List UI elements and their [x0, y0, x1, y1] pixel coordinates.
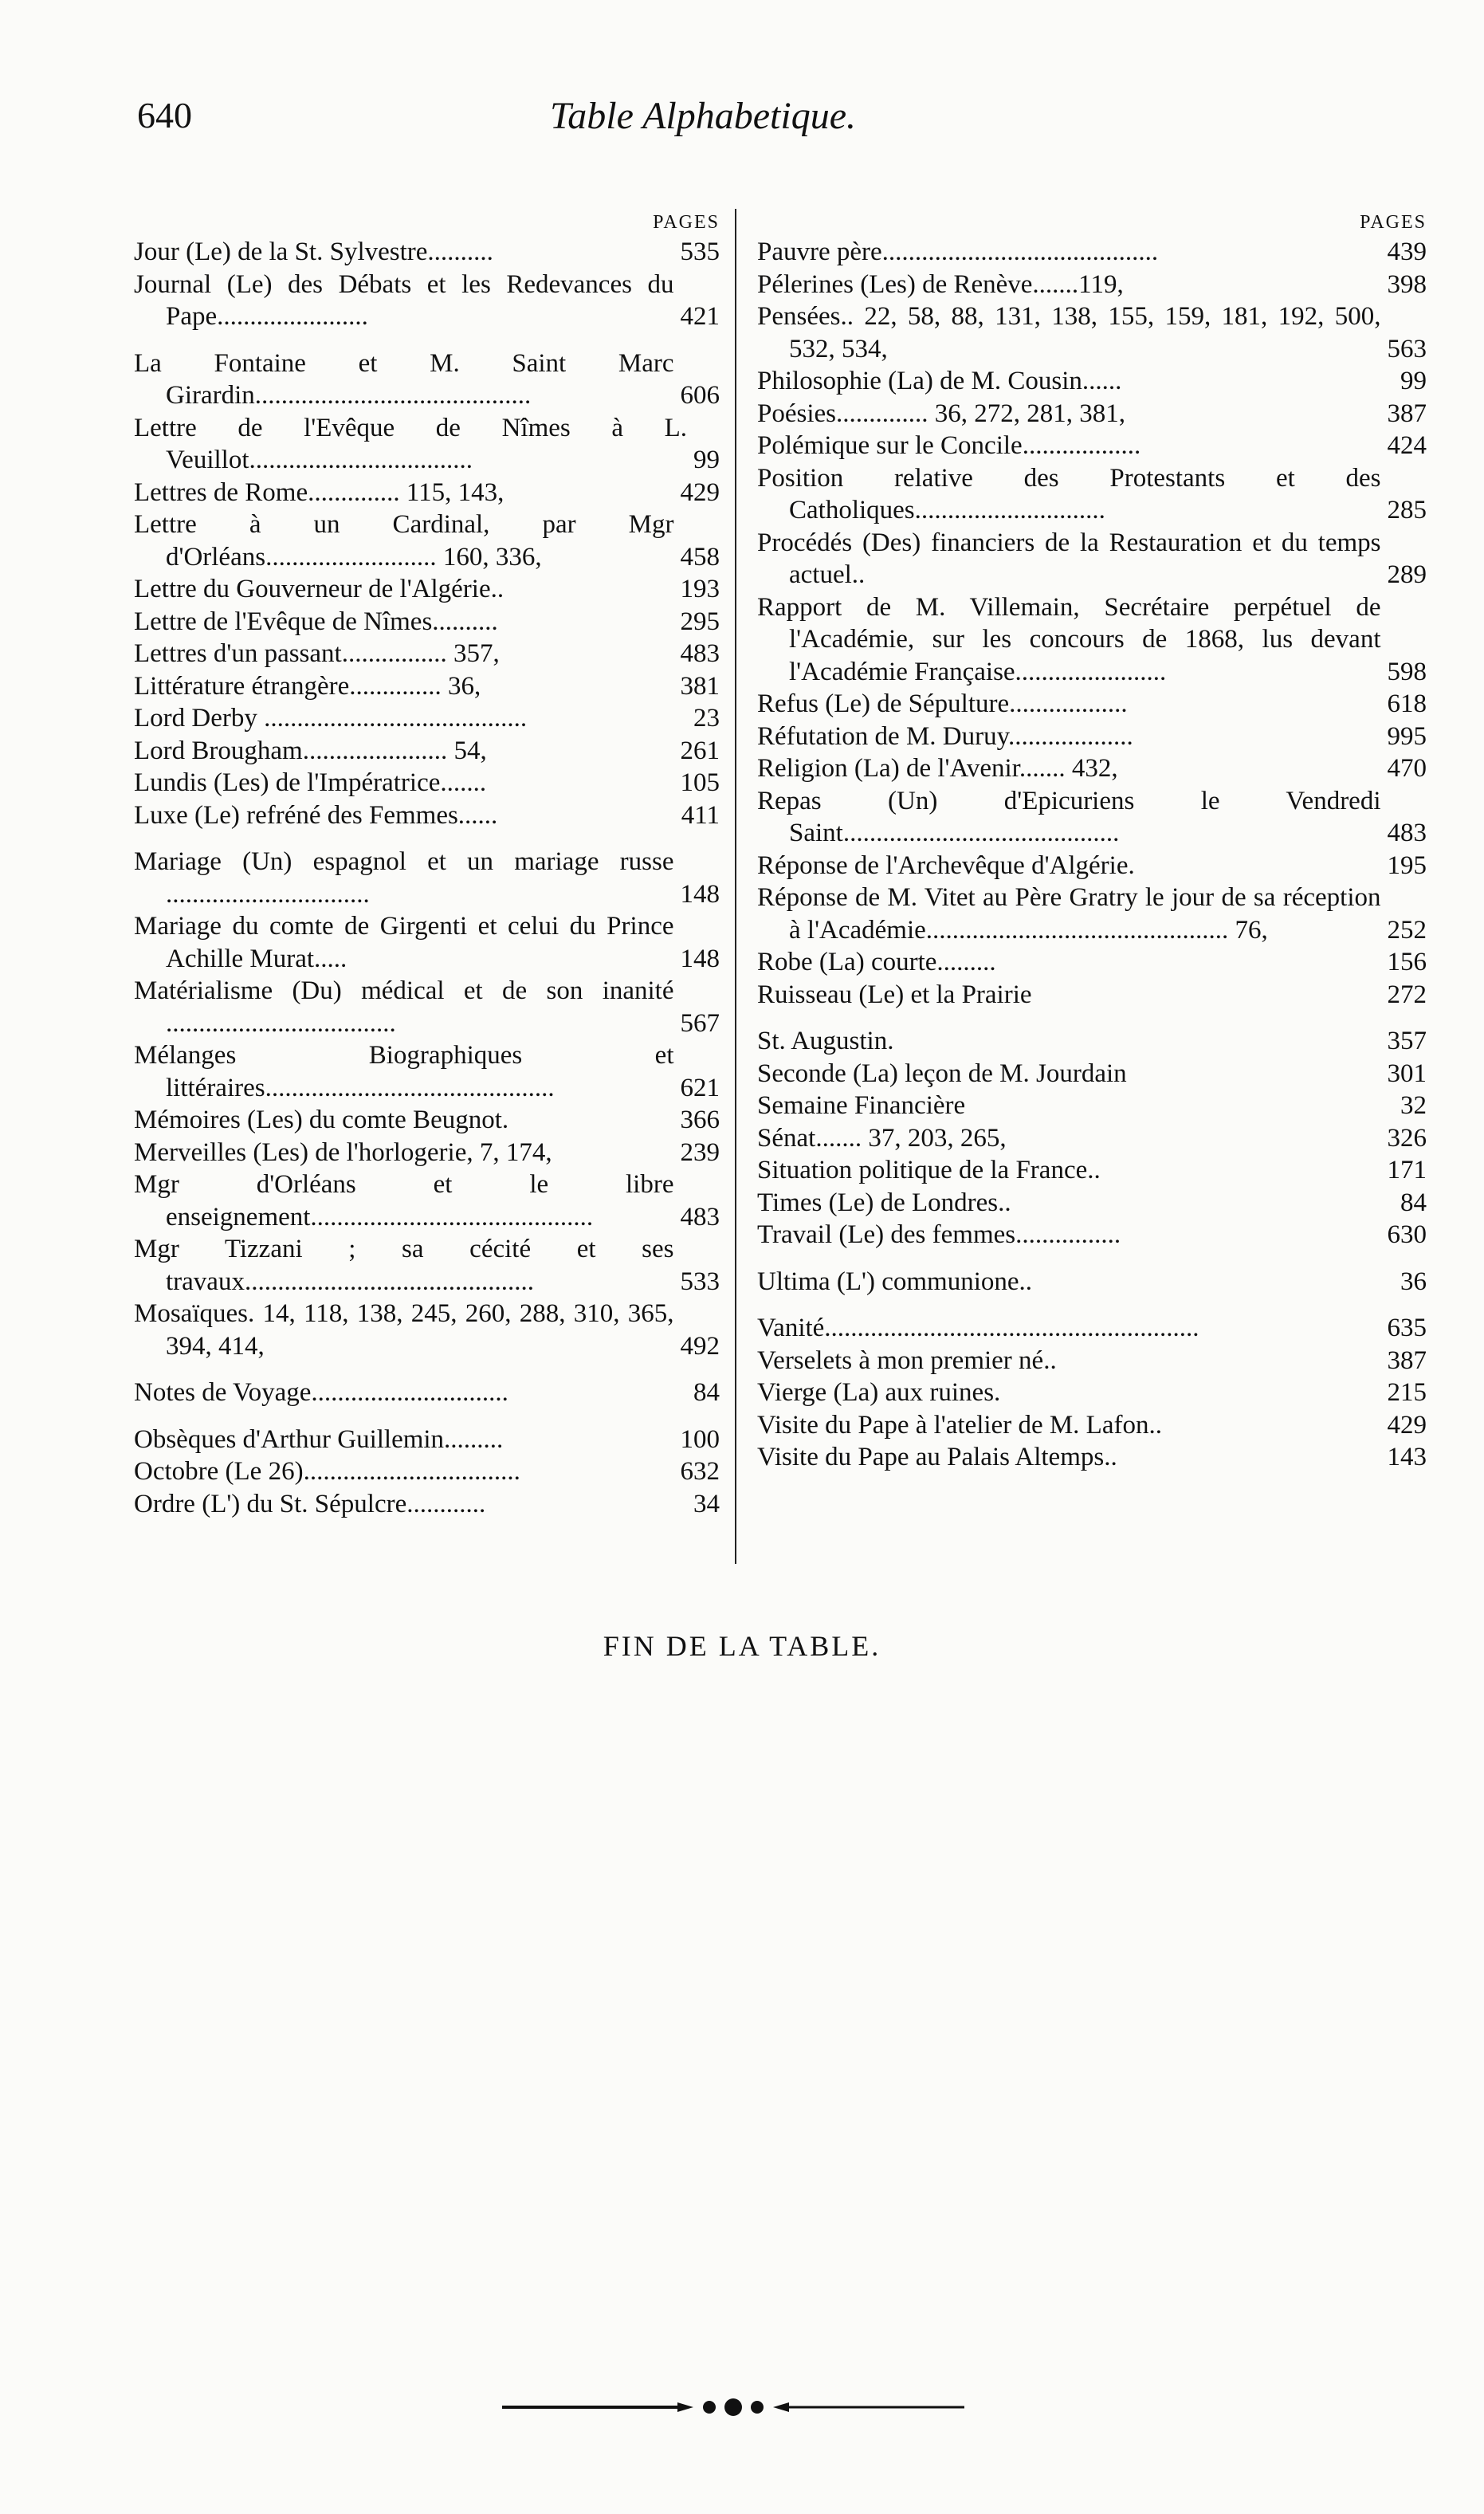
- entry-pages: 239: [680, 1137, 720, 1167]
- end-of-table: FIN DE LA TABLE.: [603, 1630, 881, 1662]
- index-entry: [134, 638, 720, 670]
- index-entry: [134, 1039, 720, 1104]
- entry-pages: 301: [1387, 1059, 1427, 1088]
- entry-pages: 598: [1387, 657, 1427, 686]
- index-entry: [757, 527, 1427, 591]
- entry-title: Polémique sur le Concile..................: [757, 431, 1141, 460]
- index-entry: [757, 1090, 1427, 1122]
- entry-pages: 630: [1387, 1220, 1427, 1249]
- index-entry: [757, 1058, 1427, 1090]
- index-entry: [757, 1409, 1427, 1442]
- entry-pages: 84: [693, 1378, 720, 1407]
- index-entry: [757, 398, 1427, 430]
- entry-title: Poésies.............. 36, 272, 281, 381,: [757, 399, 1125, 428]
- index-entry: [757, 462, 1427, 527]
- entry-title: Mosaïques. 14, 118, 138, 245, 260, 288, 310, 365, 394, 414,: [134, 1299, 674, 1361]
- entry-pages: 100: [680, 1424, 720, 1454]
- left-column: [134, 209, 720, 1520]
- entry-pages: 429: [680, 477, 720, 507]
- index-entry: [757, 1345, 1427, 1377]
- entry-pages: 215: [1387, 1378, 1427, 1407]
- entry-pages: 567: [680, 1008, 720, 1038]
- entry-title: Mémoires (Les) du comte Beugnot.: [134, 1106, 509, 1134]
- entry-title: Mariage du comte de Girgenti et celui du Prince Achille Murat.....: [134, 912, 674, 973]
- entry-pages: 252: [1387, 915, 1427, 945]
- index-entry: [134, 670, 720, 703]
- entry-pages: 105: [680, 768, 720, 797]
- index-entry: [134, 975, 720, 1039]
- entry-title: Luxe (Le) refréné des Femmes......: [134, 800, 498, 830]
- index-entry: [757, 1187, 1427, 1220]
- index-entry: [757, 979, 1427, 1011]
- entry-title: Refus (Le) de Sépulture..................: [757, 689, 1128, 718]
- entry-title: Procédés (Des) financiers de la Restauration et du temps actuel..: [757, 528, 1381, 589]
- index-entry: [757, 1441, 1427, 1474]
- entry-title: Lord Brougham...................... 54,: [134, 736, 487, 765]
- entry-title: Mélanges Biographiques et littéraires............................................: [134, 1041, 674, 1102]
- entry-title: Verselets à mon premier né..: [757, 1345, 1057, 1375]
- right-column: [757, 209, 1427, 1474]
- entry-pages: 32: [1400, 1091, 1427, 1120]
- entry-pages: 492: [680, 1331, 720, 1361]
- index-entry: [134, 509, 720, 573]
- entry-pages: 421: [680, 302, 720, 331]
- entry-title: Sénat....... 37, 203, 265,: [757, 1123, 1007, 1153]
- entry-title: Robe (La) courte.........: [757, 948, 996, 976]
- entry-pages: 606: [680, 381, 720, 410]
- index-entry: [757, 1154, 1427, 1187]
- index-entry: [134, 1137, 720, 1169]
- entry-title: Vierge (La) aux ruines.: [757, 1378, 1001, 1407]
- entry-pages: 148: [680, 944, 720, 973]
- index-entry: [134, 477, 720, 509]
- entry-title: Jour (Le) de la St. Sylvestre..........: [134, 238, 493, 266]
- entry-title: Littérature étrangère.............. 36,: [134, 671, 481, 701]
- entry-title: Mgr d'Orléans et le libre enseignement...........................................: [134, 1170, 674, 1231]
- entry-pages: 295: [680, 607, 720, 636]
- entry-pages: 387: [1387, 399, 1427, 428]
- index-entry: [757, 785, 1427, 850]
- index-entry: [134, 735, 720, 768]
- entry-title: La Fontaine et M. Saint Marc Girardin..........................................: [134, 348, 674, 410]
- index-entry: [134, 236, 720, 269]
- index-entry: [757, 301, 1427, 365]
- index-entry: [134, 910, 720, 975]
- running-title: Table Alphabetique.: [550, 95, 856, 137]
- entry-title: Notes de Voyage..............................: [134, 1378, 508, 1407]
- entry-pages: 618: [1387, 689, 1427, 718]
- entry-title: Lettre à un Cardinal, par Mgr d'Orléans.......................... 160, 336,: [134, 510, 674, 572]
- entry-pages: 483: [680, 639, 720, 668]
- entry-title: Religion (La) de l'Avenir....... 432,: [757, 754, 1118, 783]
- index-entry: [757, 430, 1427, 462]
- column-divider: [735, 209, 736, 1564]
- entry-title: Pauvre père..........................................: [757, 238, 1159, 266]
- left-column-header: PAGES: [653, 212, 720, 233]
- entry-title: Réponse de l'Archevêque d'Algérie.: [757, 850, 1135, 880]
- entry-title: Situation politique de la France..: [757, 1156, 1101, 1184]
- entry-title: Ordre (L') du St. Sépulcre............: [134, 1489, 486, 1518]
- entry-title: Obsèques d'Arthur Guillemin.........: [134, 1424, 504, 1454]
- index-entry: [134, 1298, 720, 1362]
- entry-title: Philosophie (La) de M. Cousin......: [757, 367, 1122, 395]
- entry-pages: 326: [1387, 1123, 1427, 1153]
- index-entry: [134, 767, 720, 799]
- index-entry: [757, 721, 1427, 753]
- index-entry: [134, 1377, 720, 1409]
- entry-pages: 429: [1387, 1410, 1427, 1440]
- entry-title: Semaine Financière: [757, 1091, 966, 1120]
- index-entry: [757, 365, 1427, 398]
- index-entry: [134, 1488, 720, 1521]
- entry-pages: 285: [1387, 496, 1427, 524]
- entry-title: Réponse de M. Vitet au Père Gratry le jour de sa réception à l'Académie.............................................. 76,: [757, 883, 1381, 945]
- index-entry: [134, 1233, 720, 1298]
- entry-title: Repas (Un) d'Epicuriens le Vendredi Saint..........................................: [757, 786, 1381, 847]
- index-entry: [134, 1169, 720, 1233]
- entry-title: Seconde (La) leçon de M. Jourdain: [757, 1059, 1127, 1088]
- index-entry: [134, 412, 720, 477]
- entry-title: Ruisseau (Le) et la Prairie: [757, 980, 1032, 1009]
- entry-pages: 635: [1387, 1314, 1427, 1342]
- entry-title: Pélerines (Les) de Renève.......119,: [757, 269, 1124, 299]
- entry-pages: 289: [1387, 560, 1427, 589]
- entry-title: Journal (Le) des Débats et les Redevances du Pape.......................: [134, 269, 674, 331]
- entry-pages: 470: [1387, 754, 1427, 783]
- index-entry: [757, 236, 1427, 269]
- page-number: 640: [137, 95, 192, 136]
- entry-pages: 381: [680, 671, 720, 701]
- entry-pages: 366: [680, 1106, 720, 1134]
- entry-pages: 36: [1400, 1267, 1427, 1296]
- right-column-header: PAGES: [1360, 212, 1427, 233]
- index-entry: [757, 688, 1427, 721]
- index-entry: [757, 591, 1427, 689]
- entry-title: Ultima (L') communione..: [757, 1267, 1033, 1296]
- index-entry: [757, 1025, 1427, 1058]
- entry-pages: 23: [693, 704, 720, 733]
- index-entry: [134, 606, 720, 638]
- index-entry: [757, 882, 1427, 946]
- entry-pages: 483: [1387, 819, 1427, 847]
- entry-pages: 84: [1400, 1188, 1427, 1217]
- entry-pages: 99: [693, 446, 720, 474]
- entry-title: Octobre (Le 26).................................: [134, 1457, 520, 1486]
- index-entry: [757, 850, 1427, 882]
- entry-pages: 143: [1387, 1443, 1427, 1471]
- entry-title: Rapport de M. Villemain, Secrétaire perpétuel de l'Académie, sur les concours de 1868, lus devant l'Académie Française.......................: [757, 592, 1381, 686]
- entry-pages: 387: [1387, 1345, 1427, 1375]
- entry-title: Mgr Tizzani ; sa cécité et ses travaux............................................: [134, 1235, 674, 1296]
- index-entry: [134, 1455, 720, 1488]
- index-entry: [134, 846, 720, 910]
- entry-pages: 398: [1387, 269, 1427, 299]
- entry-pages: 357: [1387, 1027, 1427, 1055]
- entry-pages: 458: [680, 542, 720, 572]
- index-entry: [757, 1122, 1427, 1155]
- index-entry: [757, 1266, 1427, 1298]
- entry-title: Matérialisme (Du) médical et de son inanité ...................................: [134, 976, 674, 1038]
- entry-title: Pensées.. 22, 58, 88, 131, 138, 155, 159, 181, 192, 500, 532, 534,: [757, 302, 1381, 363]
- entry-pages: 411: [681, 800, 720, 830]
- entry-pages: 563: [1387, 334, 1427, 363]
- entry-title: St. Augustin.: [757, 1027, 894, 1055]
- entry-pages: 99: [1400, 367, 1427, 395]
- entry-pages: 261: [680, 736, 720, 765]
- entry-pages: 148: [680, 879, 720, 909]
- entry-pages: 439: [1387, 238, 1427, 266]
- entry-pages: 424: [1387, 431, 1427, 460]
- index-entry: [134, 1104, 720, 1137]
- index-entry: [134, 1424, 720, 1456]
- entry-pages: 171: [1387, 1156, 1427, 1184]
- entry-pages: 34: [693, 1489, 720, 1518]
- entry-pages: 621: [680, 1073, 720, 1102]
- right-entries: [757, 236, 1427, 1474]
- entry-title: Times (Le) de Londres..: [757, 1188, 1011, 1217]
- entry-pages: 156: [1387, 948, 1427, 976]
- entry-title: Lord Derby ........................................: [134, 704, 528, 733]
- entry-pages: 193: [680, 575, 720, 603]
- index-entry: [757, 752, 1427, 785]
- entry-title: Vanité.........................................................: [757, 1314, 1199, 1342]
- entry-pages: 195: [1387, 850, 1427, 880]
- index-entry: [757, 1219, 1427, 1251]
- index-entry: [134, 573, 720, 606]
- entry-title: Lettres d'un passant................ 357,: [134, 639, 500, 668]
- entry-title: Lettre de l'Evêque de Nîmes à L. Veuillot..................................: [134, 413, 687, 474]
- entry-pages: 632: [680, 1457, 720, 1486]
- entry-pages: 483: [680, 1202, 720, 1231]
- left-entries: [134, 236, 720, 1520]
- entry-title: Lettre de l'Evêque de Nîmes..........: [134, 607, 498, 636]
- index-entry: [134, 702, 720, 735]
- index-entry: [757, 1312, 1427, 1345]
- entry-pages: 535: [680, 238, 720, 266]
- index-entry: [134, 799, 720, 832]
- index-entry: [757, 1377, 1427, 1409]
- entry-title: Merveilles (Les) de l'horlogerie, 7, 174,: [134, 1137, 552, 1167]
- entry-title: Position relative des Protestants et des Catholiques.............................: [757, 463, 1381, 524]
- index-entry: [134, 348, 720, 412]
- entry-pages: 272: [1387, 980, 1427, 1009]
- entry-title: Lundis (Les) de l'Impératrice.......: [134, 768, 487, 797]
- entry-pages: 533: [680, 1267, 720, 1296]
- entry-title: Visite du Pape au Palais Altemps..: [757, 1443, 1117, 1471]
- entry-title: Visite du Pape à l'atelier de M. Lafon..: [757, 1410, 1162, 1440]
- index-entry: [134, 269, 720, 333]
- entry-title: Travail (Le) des femmes................: [757, 1220, 1121, 1249]
- end-ornament-icon: [494, 2391, 972, 2427]
- entry-title: Lettre du Gouverneur de l'Algérie..: [134, 575, 504, 603]
- entry-title: Mariage (Un) espagnol et un mariage russe ...............................: [134, 847, 674, 909]
- index-entry: [757, 269, 1427, 301]
- entry-pages: 995: [1387, 721, 1427, 751]
- entry-title: Lettres de Rome.............. 115, 143,: [134, 477, 504, 507]
- index-entry: [757, 946, 1427, 979]
- entry-title: Réfutation de M. Duruy...................: [757, 721, 1133, 751]
